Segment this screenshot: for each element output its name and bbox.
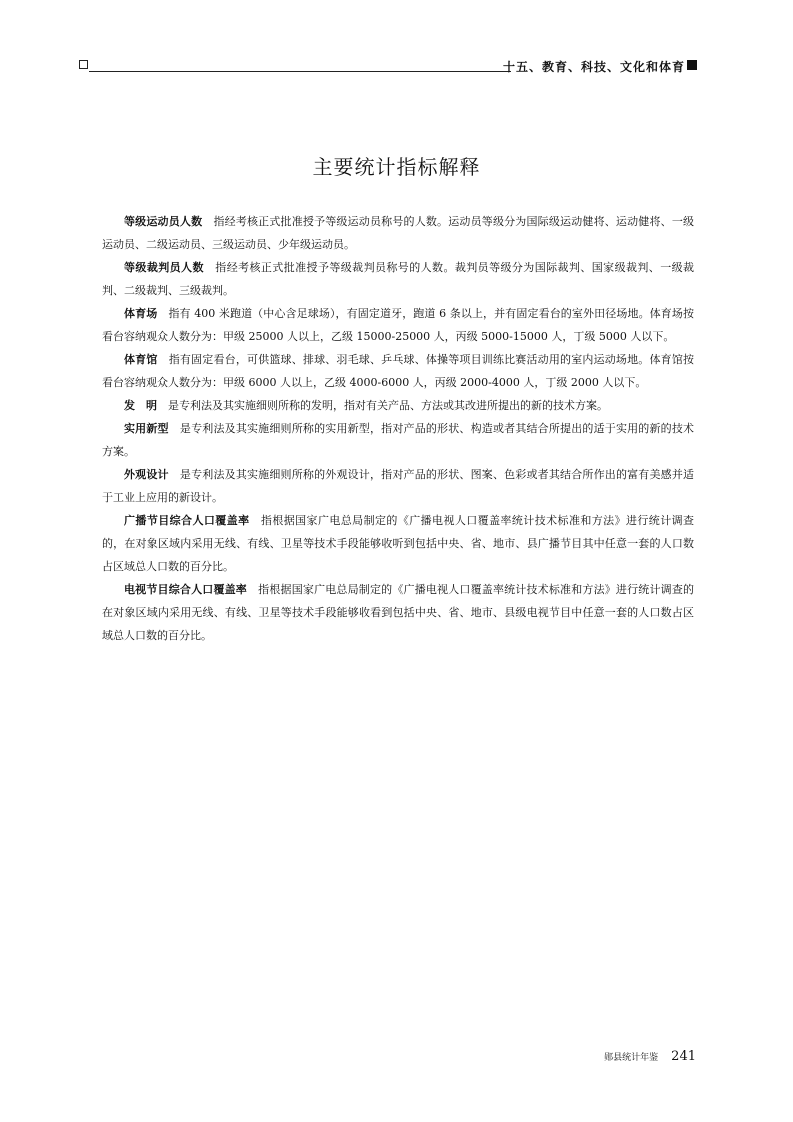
header-box-icon [79,60,88,69]
definition-term: 等级裁判员人数 [124,261,204,274]
definition-text: 指根据国家广电总局制定的《广播电视人口覆盖率统计技术标准和方法》进行统计调查的，在对象区域内采用无线、有线、卫星等技术手段能够收听到包括中央、省、地市、县广播节目其中任意一套的人口数占区域总人口数的百分比。 [102,514,695,573]
definitions-list [102,210,694,647]
definition-entry [102,348,694,394]
definition-text: 指经考核正式批准授予等级裁判员称号的人数。裁判员等级分为国际裁判、国家级裁判、一级裁判、二级裁判、三级裁判。 [102,261,695,297]
page-title: 主要统计指标解释 [312,155,481,179]
definition-entry [102,578,694,647]
running-header [79,58,697,74]
definition-entry [102,509,694,578]
definition-term: 等级运动员人数 [124,215,203,228]
definition-text: 是专利法及其实施细则所称的发明，指对有关产品、方法或其改进所提出的新的技术方案。 [168,399,608,412]
definition-text: 是专利法及其实施细则所称的外观设计，指对产品的形状、图案、色彩或者其结合所作出的富有美感并适于工业上应用的新设计。 [102,468,695,504]
definition-text: 指有固定看台，可供篮球、排球、羽毛球、乒乓球、体操等项目训练比赛活动用的室内运动场地。体育馆按看台容纳观众人数分为：甲级 6000 人以上，乙级 4000-6000 人，丙级 2000-4000 人，丁级 2000 人以下。 [102,353,695,389]
definition-term: 广播节目综合人口覆盖率 [124,514,250,527]
header-rule [89,71,511,72]
definition-term: 实用新型 [124,422,169,435]
header-square-icon [687,60,697,70]
definition-entry [102,417,694,463]
definition-entry [102,302,694,348]
chapter-title: 十五、教育、科技、文化和体育 [502,60,685,74]
definition-entry [102,256,694,302]
definition-term: 体育馆 [124,353,158,366]
definition-term: 发 明 [124,399,157,412]
definition-entry [102,210,694,256]
page-number: 241 [671,1049,696,1064]
book-title: 郧县统计年鉴 [604,1053,659,1063]
definition-text: 指有 400 米跑道（中心含足球场），有固定道牙，跑道 6 条以上，并有固定看台的室外田径场地。体育场按看台容纳观众人数分为：甲级 25000 人以上，乙级 15000-25000 人，丙级 5000-15000 人，丁级 5000 人以下。 [102,307,694,343]
definition-text: 指经考核正式批准授予等级运动员称号的人数。运动员等级分为国际级运动健将、运动健将、一级运动员、二级运动员、三级运动员、少年级运动员。 [102,215,695,251]
page-footer [604,1046,696,1065]
definition-text: 指根据国家广电总局制定的《广播电视人口覆盖率统计技术标准和方法》进行统计调查的在对象区域内采用无线、有线、卫星等技术手段能够收看到包括中央、省、地市、县级电视节目中任意一套的人口数占区域总人口数的百分比。 [102,583,695,642]
definition-term: 体育场 [124,307,158,320]
definition-term: 外观设计 [124,468,169,481]
definition-term: 电视节目综合人口覆盖率 [124,583,247,596]
definition-entry [102,394,694,417]
definition-text: 是专利法及其实施细则所称的实用新型，指对产品的形状、构造或者其结合所提出的适于实用的新的技术方案。 [102,422,695,458]
definition-entry [102,463,694,509]
